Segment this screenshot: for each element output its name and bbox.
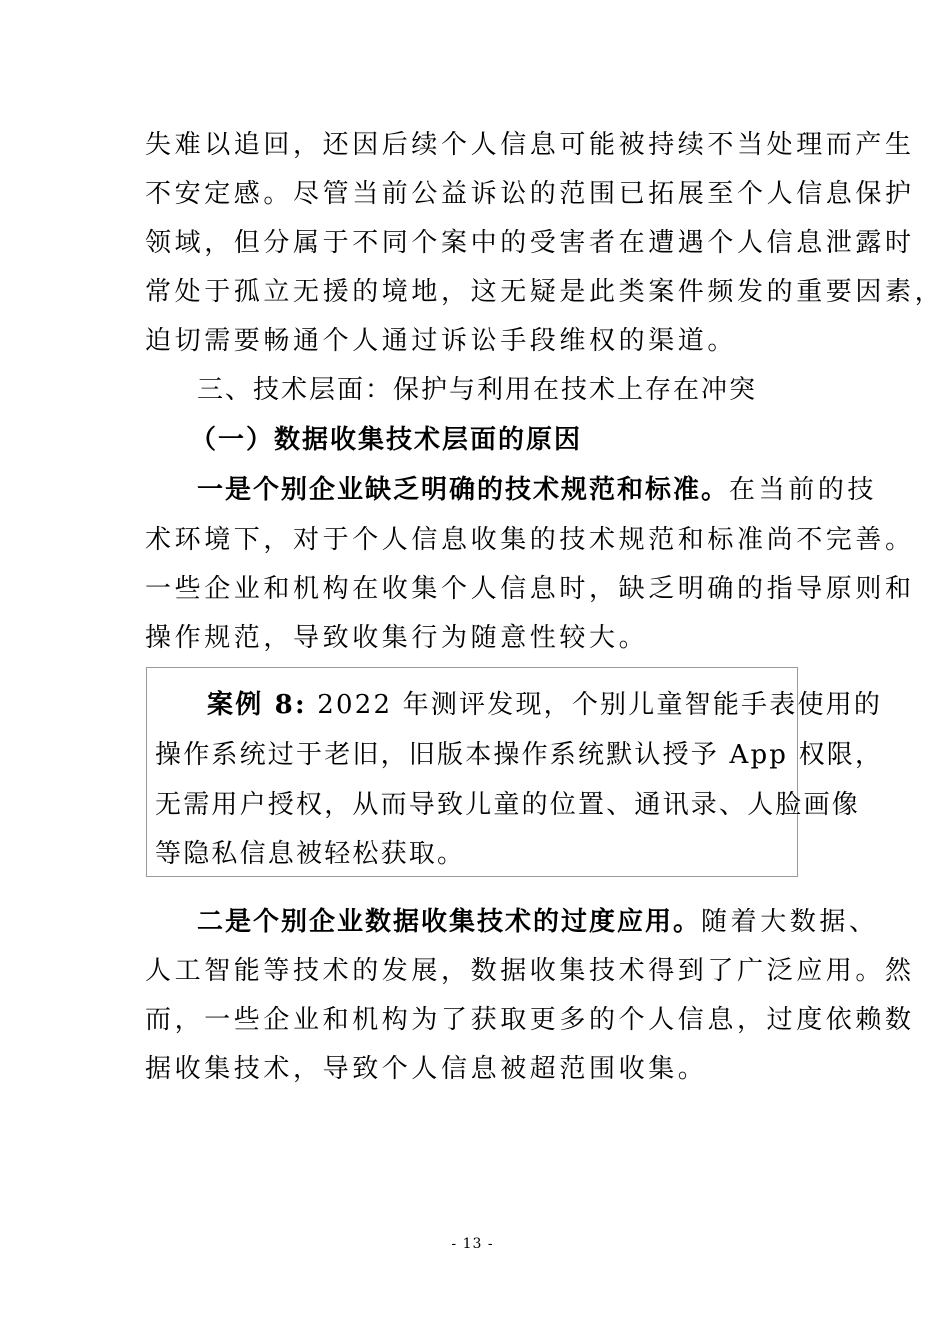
- paragraph-line: 操作规范，导致收集行为随意性较大。: [145, 623, 649, 653]
- case-line: 无需用户授权，从而导致儿童的位置、通讯录、人脸画像: [155, 790, 861, 820]
- paragraph-line: 常处于孤立无援的境地，这无疑是此类案件频发的重要因素，: [145, 277, 945, 307]
- bold-lead-sentence: 一是个别企业缺乏明确的技术规范和标准。: [197, 475, 730, 505]
- paragraph-line: 人工智能等技术的发展，数据收集技术得到了广泛应用。然: [145, 956, 915, 986]
- paragraph-line: 据收集技术，导致个人信息被超范围收集。: [145, 1054, 708, 1084]
- case-line: 操作系统过于老旧，旧版本操作系统默认授予 App 权限，: [155, 740, 884, 770]
- paragraph-line: 一些企业和机构在收集个人信息时，缺乏明确的指导原则和: [145, 574, 915, 604]
- case-line: 等隐私信息被轻松获取。: [155, 839, 466, 869]
- bold-lead-sentence: 二是个别企业数据收集技术的过度应用。: [197, 907, 702, 937]
- section-heading: 三、技术层面：保护与利用在技术上存在冲突: [197, 375, 758, 405]
- paragraph-line: 失难以追回，还因后续个人信息可能被持续不当处理而产生: [145, 130, 915, 160]
- paragraph-line: 术环境下，对于个人信息收集的技术规范和标准尚不完善。: [145, 525, 915, 555]
- paragraph-line: [197, 474, 878, 506]
- paragraph-line: 领域，但分属于不同个案中的受害者在遭遇个人信息泄露时: [145, 228, 915, 258]
- paragraph-line: 迫切需要畅通个人通过诉讼手段维权的渠道。: [145, 326, 738, 356]
- paragraph-text: 在当前的技: [729, 475, 878, 505]
- paragraph-text: 随着大数据、: [701, 907, 879, 937]
- paragraph-line: [197, 906, 879, 938]
- case-text: 2022 年测评发现，个别儿童智能手表使用的: [317, 690, 883, 720]
- paragraph-line: 不安定感。尽管当前公益诉讼的范围已拓展至个人信息保护: [145, 179, 915, 209]
- paragraph-line: 而，一些企业和机构为了获取更多的个人信息，过度依赖数: [145, 1005, 915, 1035]
- case-line: [207, 689, 883, 721]
- page-number: - 13 -: [451, 1236, 494, 1252]
- subsection-heading: （一）数据收集技术层面的原因: [190, 425, 583, 455]
- case-label: 案例 8:: [207, 690, 307, 720]
